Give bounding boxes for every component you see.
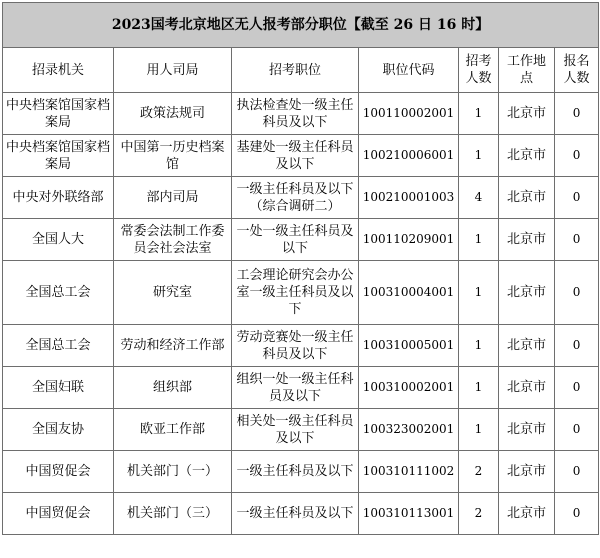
table-row: [3, 135, 599, 177]
header-quota: 招考人数: [459, 48, 499, 93]
cell-quota: 1: [459, 135, 499, 177]
cell-applicants: 0: [555, 409, 599, 451]
table-row: [3, 261, 599, 325]
cell-agency: 中央档案馆国家档案局: [3, 93, 114, 135]
header-code: 职位代码: [359, 48, 459, 93]
cell-position: 基建处一级主任科员及以下: [232, 135, 359, 177]
cell-quota: 1: [459, 261, 499, 325]
cell-code: 100310005001: [359, 325, 459, 367]
cell-bureau: 政策法规司: [114, 93, 232, 135]
header-agency: 招录机关: [3, 48, 114, 93]
cell-applicants: 0: [555, 219, 599, 261]
table-row: [3, 325, 599, 367]
cell-location: 北京市: [499, 219, 555, 261]
table-row: [3, 451, 599, 493]
cell-applicants: 0: [555, 451, 599, 493]
cell-applicants: 0: [555, 177, 599, 219]
cell-position: 工会理论研究会办公室一级主任科员及以下: [232, 261, 359, 325]
table-row: [3, 177, 599, 219]
cell-bureau: 部内司局: [114, 177, 232, 219]
cell-location: 北京市: [499, 135, 555, 177]
cell-quota: 2: [459, 451, 499, 493]
table-row: [3, 219, 599, 261]
cell-location: 北京市: [499, 93, 555, 135]
cell-agency: 全国人大: [3, 219, 114, 261]
table-row: [3, 367, 599, 409]
cell-applicants: 0: [555, 93, 599, 135]
cell-location: 北京市: [499, 451, 555, 493]
cell-quota: 1: [459, 367, 499, 409]
cell-code: 100310004001: [359, 261, 459, 325]
cell-location: 北京市: [499, 409, 555, 451]
cell-quota: 4: [459, 177, 499, 219]
cell-position: 一级主任科员及以下: [232, 493, 359, 535]
cell-quota: 1: [459, 325, 499, 367]
header-bureau: 用人司局: [114, 48, 232, 93]
cell-agency: 全国总工会: [3, 261, 114, 325]
cell-bureau: 劳动和经济工作部: [114, 325, 232, 367]
positions-table-container: [2, 2, 598, 556]
cell-bureau: 组织部: [114, 367, 232, 409]
cell-code: 100323002001: [359, 409, 459, 451]
table-row: [3, 493, 599, 535]
cell-agency: 全国友协: [3, 409, 114, 451]
cell-location: 北京市: [499, 325, 555, 367]
cell-applicants: 0: [555, 325, 599, 367]
cell-applicants: 0: [555, 261, 599, 325]
cell-code: 100310002001: [359, 367, 459, 409]
cell-agency: 全国妇联: [3, 367, 114, 409]
cell-code: 100110002001: [359, 93, 459, 135]
cell-location: 北京市: [499, 493, 555, 535]
cell-applicants: 0: [555, 493, 599, 535]
cell-location: 北京市: [499, 261, 555, 325]
header-position: 招考职位: [232, 48, 359, 93]
header-location: 工作地点: [499, 48, 555, 93]
cell-quota: 2: [459, 493, 499, 535]
cell-agency: 中国贸促会: [3, 451, 114, 493]
table-row: [3, 93, 599, 135]
cell-code: 100310111002: [359, 451, 459, 493]
cell-agency: 全国总工会: [3, 325, 114, 367]
cell-bureau: 欧亚工作部: [114, 409, 232, 451]
cell-position: 劳动竞赛处一级主任科员及以下: [232, 325, 359, 367]
cell-code: 100210006001: [359, 135, 459, 177]
header-applicants: 报名人数: [555, 48, 599, 93]
cell-agency: 中国贸促会: [3, 493, 114, 535]
header-row: [3, 48, 599, 93]
positions-table: [2, 2, 599, 535]
cell-quota: 1: [459, 93, 499, 135]
cell-quota: 1: [459, 409, 499, 451]
table-title: 2023国考北京地区无人报考部分职位【截至 26 日 16 时】: [3, 3, 599, 48]
cell-applicants: 0: [555, 367, 599, 409]
cell-agency: 中央档案馆国家档案局: [3, 135, 114, 177]
cell-bureau: 机关部门（三）: [114, 493, 232, 535]
cell-position: 一处一级主任科员及以下: [232, 219, 359, 261]
cell-bureau: 机关部门（一）: [114, 451, 232, 493]
cell-position: 一级主任科员及以下: [232, 451, 359, 493]
cell-bureau: 常委会法制工作委员会社会法室: [114, 219, 232, 261]
table-row: [3, 409, 599, 451]
cell-code: 100110209001: [359, 219, 459, 261]
cell-applicants: 0: [555, 135, 599, 177]
cell-quota: 1: [459, 219, 499, 261]
cell-position: 一级主任科员及以下（综合调研二）: [232, 177, 359, 219]
cell-position: 相关处一级主任科员及以下: [232, 409, 359, 451]
cell-agency: 中央对外联络部: [3, 177, 114, 219]
cell-bureau: 研究室: [114, 261, 232, 325]
cell-position: 执法检查处一级主任科员及以下: [232, 93, 359, 135]
cell-code: 100310113001: [359, 493, 459, 535]
cell-location: 北京市: [499, 367, 555, 409]
cell-location: 北京市: [499, 177, 555, 219]
cell-bureau: 中国第一历史档案馆: [114, 135, 232, 177]
cell-code: 100210001003: [359, 177, 459, 219]
title-row: [3, 3, 599, 48]
cell-position: 组织一处一级主任科员及以下: [232, 367, 359, 409]
